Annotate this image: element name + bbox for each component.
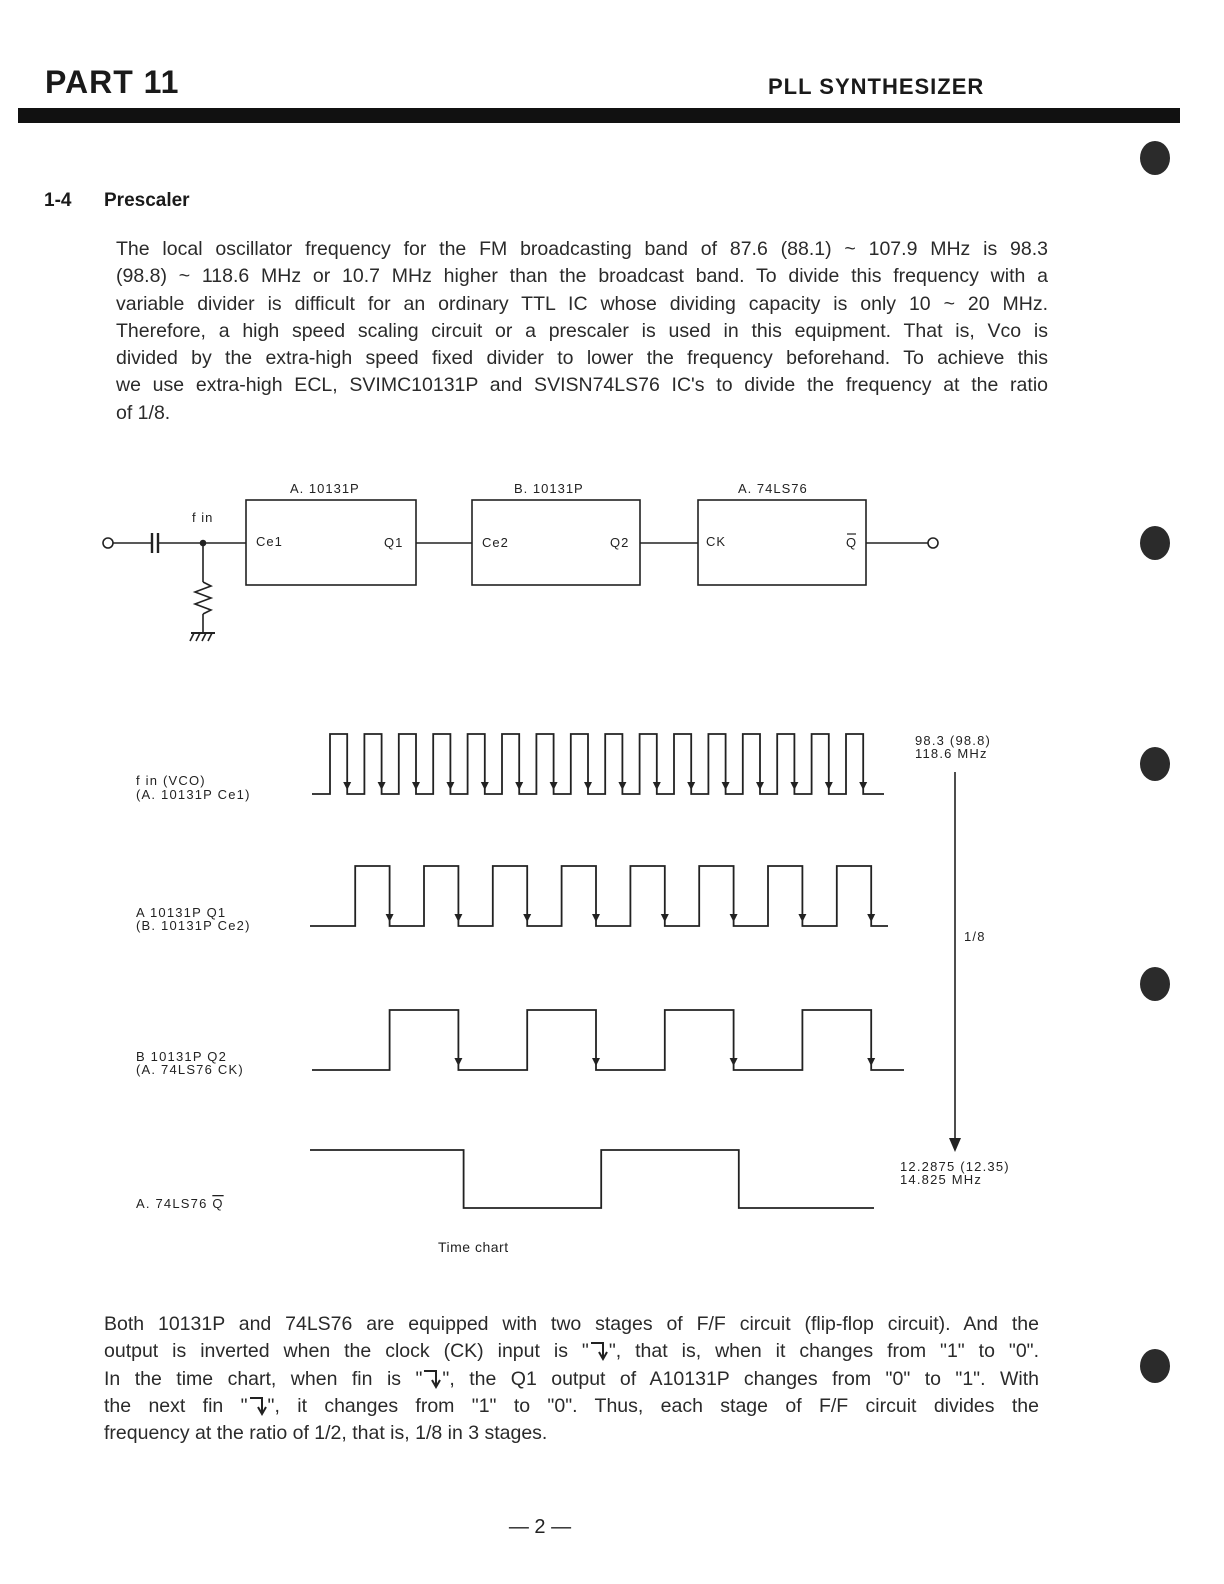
timing-chart xyxy=(0,700,1224,1230)
text-line: The local oscillator frequency for the FM broadcasting band of 87.6 (88.1) ~ 107.9 MHz is 98.3 xyxy=(116,238,1048,260)
binder-hole-1 xyxy=(1140,141,1170,175)
pin-label: Ce2 xyxy=(482,535,509,550)
text-line xyxy=(104,1338,1039,1365)
text-segment: output is inverted when the clock (CK) input is " xyxy=(104,1340,589,1363)
text-segment: ", the Q1 output of A10131P changes from "0" to "1". With xyxy=(442,1367,1039,1390)
signal-label: A 10131P Q1 xyxy=(136,905,227,920)
section-number: 1-4 xyxy=(44,190,72,211)
pin-label: CK xyxy=(706,534,727,549)
falling-edge-icon xyxy=(248,1394,268,1416)
block-title: A. 10131P xyxy=(290,481,360,496)
text-line: (98.8) ~ 118.6 MHz or 10.7 MHz higher than the broadcast band. To divide this frequency with a xyxy=(116,265,1048,288)
page-number: — 2 — xyxy=(508,1516,572,1538)
text-segment: ", that is, when it changes from "1" to "0". xyxy=(608,1340,1040,1363)
top-frequency-label: 118.6 MHz xyxy=(915,746,988,761)
signal-label-overbar: Q xyxy=(212,1196,224,1211)
input-terminal xyxy=(103,538,113,548)
text-line xyxy=(104,1366,1039,1393)
pin-label: Q xyxy=(846,535,858,550)
text-line xyxy=(104,1393,1039,1420)
bottom-frequency-label: 12.2875 (12.35) xyxy=(900,1159,1010,1174)
svg-text:A. 74LS76 Q xyxy=(136,1196,224,1211)
division-arrow-head xyxy=(949,1138,961,1152)
intro-paragraph xyxy=(116,236,1048,427)
block-title: B. 10131P xyxy=(514,481,584,496)
chart-caption: Time chart xyxy=(438,1239,509,1255)
bottom-frequency-label: 14.825 MHz xyxy=(900,1172,983,1187)
waveform-4 xyxy=(310,1150,874,1208)
text-line: frequency at the ratio of 1/2, that is, 1/8 in 3 stages. xyxy=(104,1422,548,1445)
pin-label: Q1 xyxy=(384,535,404,550)
header-rule xyxy=(18,108,1180,123)
text-line: variable divider is difficult for an ordinary TTL IC whose dividing capacity is only 10 ~ 20 MHz. xyxy=(116,292,1048,315)
pin-label: Ce1 xyxy=(256,534,283,549)
falling-edge-icon xyxy=(422,1367,442,1389)
text-segment: In the time chart, when fin is " xyxy=(104,1367,423,1390)
pin-label: Q2 xyxy=(610,535,630,550)
signal-label: f in (VCO) xyxy=(136,773,206,788)
explanation-paragraph xyxy=(104,1311,1039,1447)
waveform-3 xyxy=(312,1010,904,1070)
falling-edge-icon xyxy=(589,1339,609,1361)
text-line: of 1/8. xyxy=(116,401,171,424)
prescaler-circuit-diagram xyxy=(0,470,1224,670)
signal-label: A. 74LS76 xyxy=(136,1196,213,1211)
resistor xyxy=(195,582,211,614)
output-terminal xyxy=(928,538,938,548)
text-segment: the next fin " xyxy=(104,1394,248,1417)
top-frequency-label: 98.3 (98.8) xyxy=(915,733,992,748)
fin-label: f in xyxy=(192,510,214,525)
block-title: A. 74LS76 xyxy=(738,481,808,496)
text-segment: ", it changes from "1" to "0". Thus, each stage of F/F circuit divides the xyxy=(267,1394,1039,1417)
ratio-label: 1/8 xyxy=(964,929,986,944)
text-line: Both 10131P and 74LS76 are equipped with two stages of F/F circuit (flip-flop circuit). And the xyxy=(104,1313,1039,1335)
signal-label: B 10131P Q2 xyxy=(136,1049,228,1064)
section-title: Prescaler xyxy=(104,190,190,211)
text-line: Therefore, a high speed scaling circuit or a prescaler is used in this equipment. That is, Vco is xyxy=(116,319,1048,342)
text-line: divided by the extra-high speed fixed divider to lower the frequency beforehand. To achieve this xyxy=(116,347,1048,370)
signal-label: (B. 10131P Ce2) xyxy=(136,918,251,933)
chapter-title: PLL SYNTHESIZER xyxy=(768,74,985,99)
signal-label: (A. 10131P Ce1) xyxy=(136,787,251,802)
part-title: PART 11 xyxy=(45,64,180,100)
text-line: we use extra-high ECL, SVIMC10131P and SVISN74LS76 IC's to divide the frequency at the ratio xyxy=(116,374,1048,397)
waveform-1 xyxy=(312,734,884,794)
signal-label: (A. 74LS76 CK) xyxy=(136,1062,244,1077)
binder-hole-5 xyxy=(1140,1349,1170,1383)
